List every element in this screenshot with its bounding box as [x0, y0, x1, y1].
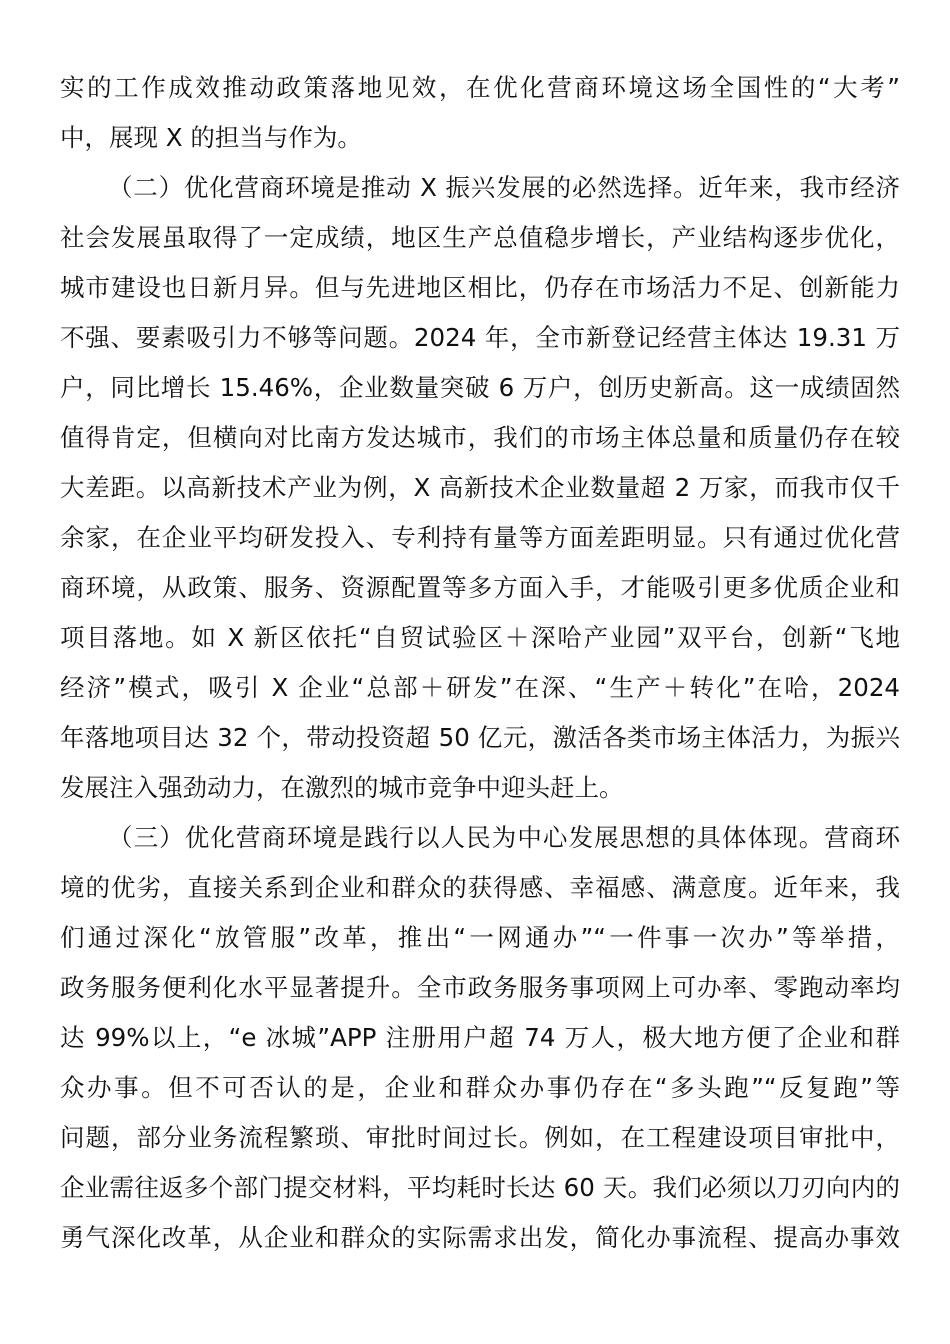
text-line: 达 99%以上，“e 冰城”APP 注册用户超 74 万人，极大地方便了企业和群 — [60, 1023, 900, 1052]
text-line: 经济”模式，吸引 X 企业“总部＋研发”在深、“生产＋转化”在哈，2024 — [60, 673, 900, 702]
text-line: 实的工作成效推动政策落地见效，在优化营商环境这场全国性的“大考” — [60, 73, 900, 102]
text-line: 余家，在企业平均研发投入、专利持有量等方面差距明显。只有通过优化营 — [60, 523, 900, 552]
text-line: 勇气深化改革，从企业和群众的实际需求出发，简化办事流程、提高办事效 — [60, 1223, 900, 1252]
text-line: 境的优劣，直接关系到企业和群众的获得感、幸福感、满意度。近年来，我 — [60, 873, 900, 902]
text-line: 问题，部分业务流程繁琐、审批时间过长。例如，在工程建设项目审批中， — [60, 1123, 900, 1152]
text-line: 年落地项目达 32 个，带动投资超 50 亿元，激活各类市场主体活力，为振兴 — [60, 723, 900, 752]
text-line: 社会发展虽取得了一定成绩，地区生产总值稳步增长，产业结构逐步优化， — [60, 223, 900, 252]
paragraph-heading-line: （二）优化营商环境是推动 X 振兴发展的必然选择。近年来，我市经济 — [108, 173, 900, 202]
text-line: 大差距。以高新技术产业为例，X 高新技术企业数量超 2 万家，而我市仅千 — [60, 473, 900, 502]
text-line: 不强、要素吸引力不够等问题。2024 年，全市新登记经营主体达 19.31 万 — [60, 323, 900, 352]
text-line: 们通过深化“放管服”改革，推出“一网通办”“一件事一次办”等举措， — [60, 923, 900, 952]
text-line: 企业需往返多个部门提交材料，平均耗时长达 60 天。我们必须以刀刃向内的 — [60, 1173, 900, 1202]
text-line: 商环境，从政策、服务、资源配置等多方面入手，才能吸引更多优质企业和 — [60, 573, 900, 602]
text-line: 值得肯定，但横向对比南方发达城市，我们的市场主体总量和质量仍存在较 — [60, 423, 900, 452]
text-line: 众办事。但不可否认的是，企业和群众办事仍存在“多头跑”“反复跑”等 — [60, 1073, 900, 1102]
text-line: 户，同比增长 15.46%，企业数量突破 6 万户，创历史新高。这一成绩固然 — [60, 373, 900, 402]
text-line: 城市建设也日新月异。但与先进地区相比，仍存在市场活力不足、创新能力 — [60, 273, 900, 302]
paragraph-heading-line: （三）优化营商环境是践行以人民为中心发展思想的具体体现。营商环 — [108, 823, 900, 852]
text-line: 中，展现 X 的担当与作为。 — [60, 123, 362, 152]
text-line: 发展注入强劲动力，在激烈的城市竞争中迎头赶上。 — [60, 773, 624, 802]
text-line: 政务服务便利化水平显著提升。全市政务服务事项网上可办率、零跑动率均 — [60, 973, 900, 1002]
text-line: 项目落地。如 X 新区依托“自贸试验区＋深哈产业园”双平台，创新“飞地 — [60, 623, 900, 652]
